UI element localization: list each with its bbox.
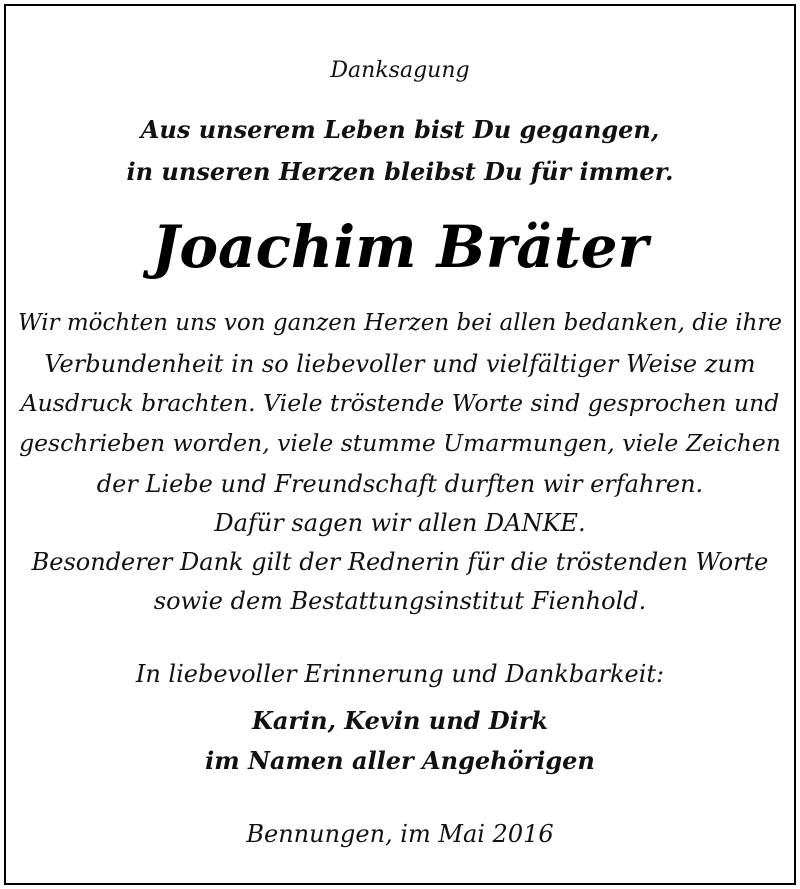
body-text-line: Wir möchten uns von ganzen Herzen bei allen bedanken, die ihre xyxy=(17,310,783,336)
body-text-line: geschrieben worden, viele stumme Umarmungen, viele Zeichen xyxy=(19,429,781,457)
body-text-line: der Liebe und Freundschaft durften wir erfahren. xyxy=(96,470,704,498)
closing-line: In liebevoller Erinnerung und Dankbarkeit: xyxy=(135,660,665,688)
notice-heading: Danksagung xyxy=(330,58,470,83)
obituary-notice xyxy=(4,4,796,885)
body-text-line: Besonderer Dank gilt der Rednerin für die tröstenden Worte xyxy=(31,548,769,576)
body-text-line: Dafür sagen wir allen DANKE. xyxy=(214,509,586,537)
body-text-line: Verbundenheit in so liebevoller und vielfältiger Weise zum xyxy=(44,350,756,378)
signatory-note: im Namen aller Angehörigen xyxy=(205,746,595,775)
signatory-names: Karin, Kevin und Dirk xyxy=(251,706,549,735)
place-and-date: Bennungen, im Mai 2016 xyxy=(246,820,554,848)
deceased-name: Joachim Bräter xyxy=(151,213,649,281)
body-text-line: sowie dem Bestattungsinstitut Fienhold. xyxy=(153,587,647,615)
body-text-line: Ausdruck brachten. Viele tröstende Worte sind gesprochen und xyxy=(20,389,780,417)
motto-line: in unseren Herzen bleibst Du für immer. xyxy=(126,157,674,186)
motto-line: Aus unserem Leben bist Du gegangen, xyxy=(140,115,660,144)
